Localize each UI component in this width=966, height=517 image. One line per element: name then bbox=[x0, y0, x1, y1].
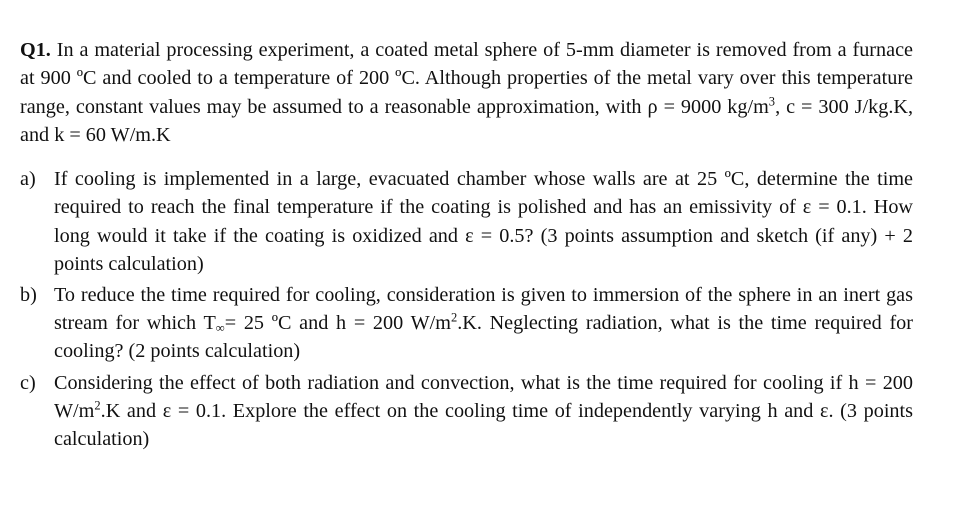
part-c-text-end: .K and ε = 0.1. Explore the effect on the cooling time of independently varying h and ε. (3 points calculation) bbox=[54, 399, 913, 451]
infinity-subscript: ∞ bbox=[215, 321, 225, 336]
density-unit-exponent: 3 bbox=[768, 94, 776, 109]
question-label: Q1. bbox=[20, 39, 51, 61]
part-c bbox=[20, 369, 913, 454]
question-parts-list bbox=[20, 165, 913, 453]
part-c-unit-exponent: 2 bbox=[94, 398, 101, 413]
part-a-text: If cooling is implemented in a large, evacuated chamber whose walls are at 25 ºC, determine the time required to reach the final temperature if the coating is polished and has an emissivity of ε = 0.1. How long would it take if the coating is oxidized and ε = 0.5? (3 points assumption and sketch (if any) + 2 points calculation) bbox=[54, 168, 913, 275]
part-a-letter: a) bbox=[20, 168, 36, 191]
question-statement bbox=[20, 36, 913, 149]
problem-document bbox=[20, 36, 913, 456]
question-text: In a material processing experiment, a coated metal sphere of 5-mm diameter is removed from a furnace at 900 ºC and cooled to a temperature of 200 ºC. Although properties of the metal vary over this temperature range, constant values may be assumed to a reasonable approximation, with ρ = 9000 kg/m bbox=[20, 39, 913, 118]
part-b-text: To reduce the time required for cooling, consideration is given to immersion of the sphere in an inert gas stream for which T bbox=[54, 284, 913, 335]
part-c-text: Considering the effect of both radiation and convection, what is the time required for cooling if h = 200 W/m bbox=[54, 371, 913, 422]
part-a bbox=[20, 165, 913, 278]
part-b-letter: b) bbox=[20, 284, 37, 306]
part-b-text-end: .K. Neglecting radiation, what is the time required for cooling? (2 points calculation) bbox=[54, 312, 913, 363]
part-c-letter: c) bbox=[20, 371, 36, 394]
part-b-unit-exponent: 2 bbox=[450, 310, 458, 325]
question-text-end: , c = 300 J/kg.K, and k = 60 W/m.K bbox=[20, 95, 913, 146]
part-b-text-mid: = 25 ºC and h = 200 W/m bbox=[224, 312, 451, 335]
part-b bbox=[20, 281, 913, 366]
